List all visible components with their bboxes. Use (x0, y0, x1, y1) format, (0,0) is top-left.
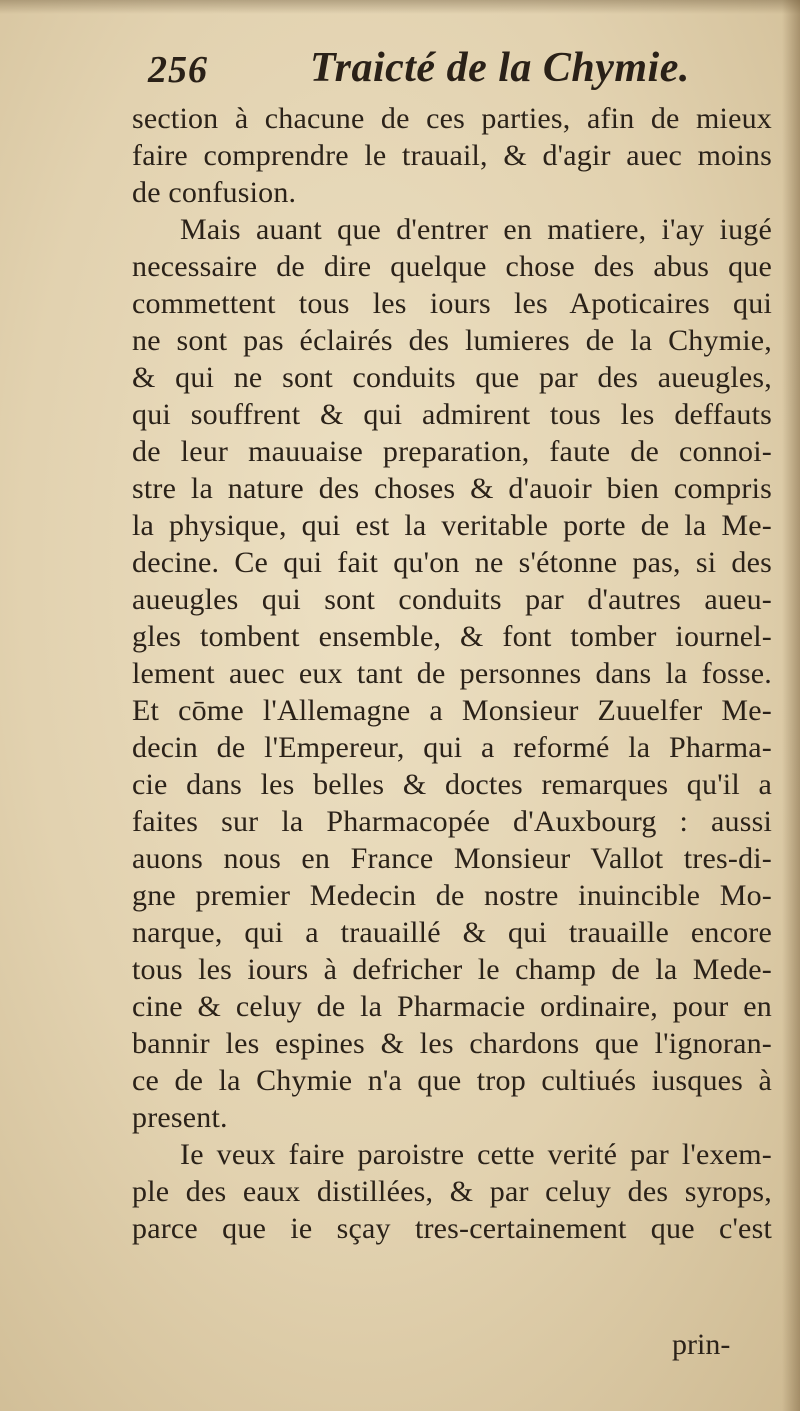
text-line: decin de l'Empereur, qui a reformé la Pharma- (132, 731, 772, 764)
text-line: cie dans les belles & doctes remarques qu'il a (132, 768, 772, 801)
catchword: prin- (672, 1328, 731, 1361)
text-line: Mais auant que d'entrer en matiere, i'ay iugé (180, 213, 772, 246)
text-line: bannir les espines & les chardons que l'ignoran- (132, 1027, 772, 1060)
text-line: Et cōme l'Allemagne a Monsieur Zuuelfer Me- (132, 694, 772, 727)
text-line: gles tombent ensemble, & font tomber iournel- (132, 620, 772, 653)
text-line: aueugles qui sont conduits par d'autres aueu- (132, 583, 772, 616)
text-line: & qui ne sont conduits que par des aueugles, (132, 361, 772, 394)
text-line: present. (132, 1101, 228, 1134)
text-line: qui souffrent & qui admirent tous les deffauts (132, 398, 772, 431)
text-line: lement auec eux tant de personnes dans la fosse. (132, 657, 772, 690)
text-line: auons nous en France Monsieur Vallot tres-di- (132, 842, 772, 875)
text-line: de leur mauuaise preparation, faute de connoi- (132, 435, 772, 468)
running-head (148, 40, 708, 102)
text-line: ne sont pas éclairés des lumieres de la Chymie, (132, 324, 772, 357)
text-line: Ie veux faire paroistre cette verité par l'exem- (180, 1138, 772, 1171)
text-line: faire comprendre le trauail, & d'agir auec moins (132, 139, 772, 172)
page-top-shadow (0, 0, 800, 14)
body-text (132, 100, 772, 1360)
text-line: cine & celuy de la Pharmacie ordinaire, pour en (132, 990, 772, 1023)
text-line: faites sur la Pharmacopée d'Auxbourg : aussi (132, 805, 772, 838)
page-number: 256 (148, 49, 208, 91)
text-line: decine. Ce qui fait qu'on ne s'étonne pas, si des (132, 546, 772, 579)
text-line: stre la nature des choses & d'auoir bien compris (132, 472, 772, 505)
text-line: gne premier Medecin de nostre inuincible Mo- (132, 879, 772, 912)
text-line: ce de la Chymie n'a que trop cultiués iusques à (132, 1064, 772, 1097)
running-title: Traicté de la Chymie. (310, 45, 690, 91)
text-line: de confusion. (132, 176, 297, 209)
text-line: la physique, qui est la veritable porte de la Me- (132, 509, 772, 542)
text-line: tous les iours à defricher le champ de la Mede- (132, 953, 772, 986)
text-line: necessaire de dire quelque chose des abus que (132, 250, 772, 283)
page-edge-shadow (782, 0, 800, 1411)
text-line: parce que ie sçay tres-certainement que c'est (132, 1212, 772, 1245)
text-line: commettent tous les iours les Apoticaires qui (132, 287, 772, 320)
text-line: narque, qui a trauaillé & qui trauaille encore (132, 916, 772, 949)
text-line: ple des eaux distillées, & par celuy des syrops, (132, 1175, 772, 1208)
text-line: section à chacune de ces parties, afin de mieux (132, 102, 772, 135)
